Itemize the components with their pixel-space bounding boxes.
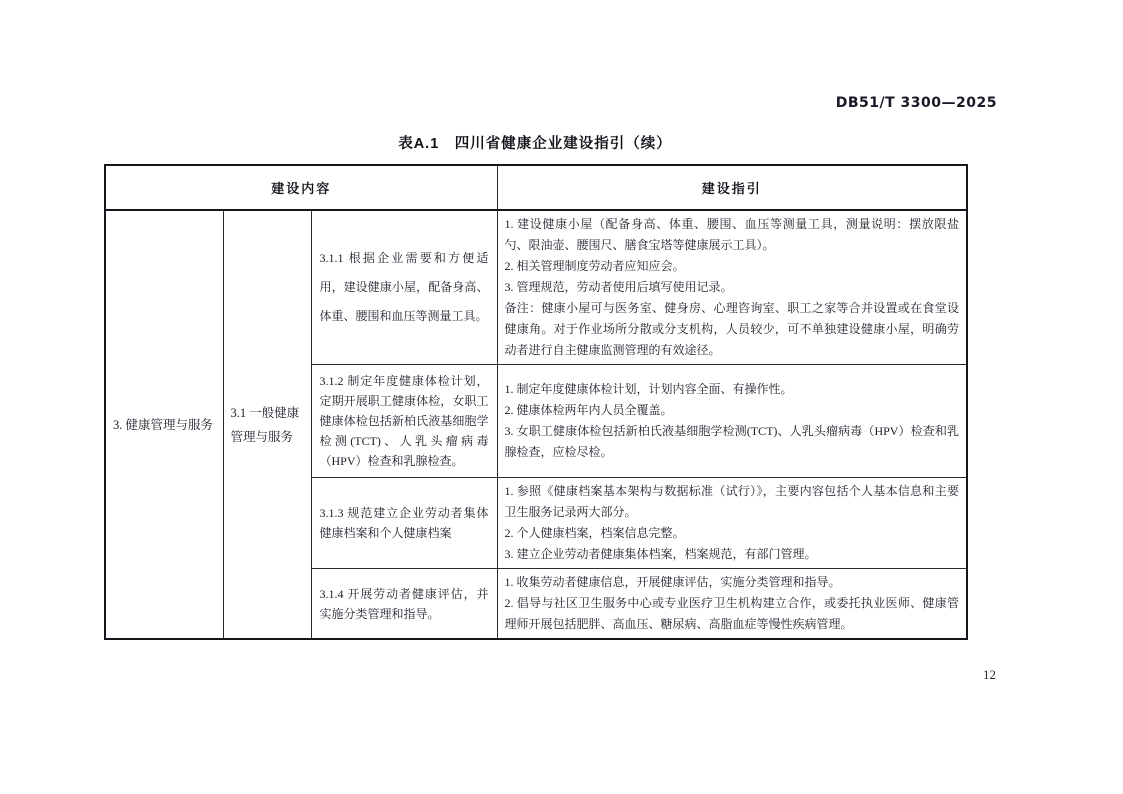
table-row bbox=[105, 210, 967, 365]
guide-line: 3. 管理规范，劳动者使用后填写使用记录。 bbox=[504, 280, 733, 294]
category-cell: 3. 健康管理与服务 bbox=[105, 210, 223, 639]
header-cell-content: 建设内容 bbox=[105, 165, 497, 210]
guide-line: 1. 收集劳动者健康信息，开展健康评估，实施分类管理和指导。 bbox=[504, 575, 841, 589]
guide-line: 备注：健康小屋可与医务室、健身房、心理咨询室、职工之家等合并设置或在食堂设健康角。对于作业场所分散或分支机构，人员较少，可不单独建设健康小屋，明确劳动者进行自主健康监测管理的有效途径。 bbox=[504, 301, 960, 357]
guide-cell-311 bbox=[497, 210, 967, 365]
subcategory-cell: 3.1 一般健康管理与服务 bbox=[223, 210, 311, 639]
page-number: 12 bbox=[983, 667, 996, 682]
guide-line: 2. 健康体检两年内人员全覆盖。 bbox=[504, 403, 673, 417]
guide-cell-314 bbox=[497, 569, 967, 640]
guide-line: 2. 倡导与社区卫生服务中心或专业医疗卫生机构建立合作，或委托执业医师、健康管理师开展包括肥胖、高血压、糖尿病、高脂血症等慢性疾病管理。 bbox=[504, 596, 960, 631]
guide-line: 1. 建设健康小屋（配备身高、体重、腰围、血压等测量工具，测量说明：摆放限盐勺、限油壶、腰围尺、膳食宝塔等健康展示工具）。 bbox=[504, 217, 960, 252]
item-cell-312: 3.1.2 制定年度健康体检计划，定期开展职工健康体检，女职工健康体检包括新柏氏液基细胞学检测(TCT)、人乳头瘤病毒（HPV）检查和乳腺检查。 bbox=[311, 365, 497, 478]
item-cell-314: 3.1.4 开展劳动者健康评估，并实施分类管理和指导。 bbox=[311, 569, 497, 640]
item-cell-311: 3.1.1 根据企业需要和方便适用，建设健康小屋，配备身高、体重、腰围和血压等测量工具。 bbox=[311, 210, 497, 365]
guide-line: 3. 女职工健康体检包括新柏氏液基细胞学检测(TCT)、人乳头瘤病毒（HPV）检查和乳腺检查，应检尽检。 bbox=[504, 424, 960, 459]
guide-line: 1. 参照《健康档案基本架构与数据标准（试行）》，主要内容包括个人基本信息和主要卫生服务记录两大部分。 bbox=[504, 484, 960, 519]
table-a1 bbox=[104, 164, 968, 640]
item-cell-313: 3.1.3 规范建立企业劳动者集体健康档案和个人健康档案 bbox=[311, 478, 497, 569]
guide-line: 2. 个人健康档案，档案信息完整。 bbox=[504, 526, 685, 540]
standard-number: DB51/T 3300—2025 bbox=[835, 95, 997, 111]
table-title: 表A.1 四川省健康企业建设指引（续） bbox=[398, 136, 672, 152]
guide-line: 3. 建立企业劳动者健康集体档案，档案规范，有部门管理。 bbox=[504, 547, 817, 561]
guide-line: 1. 制定年度健康体检计划，计划内容全面、有操作性。 bbox=[504, 382, 793, 396]
guide-cell-312 bbox=[497, 365, 967, 478]
table-header-row bbox=[105, 165, 967, 210]
guide-cell-313 bbox=[497, 478, 967, 569]
header-cell-guide: 建设指引 bbox=[497, 165, 967, 210]
guide-line: 2. 相关管理制度劳动者应知应会。 bbox=[504, 259, 685, 273]
